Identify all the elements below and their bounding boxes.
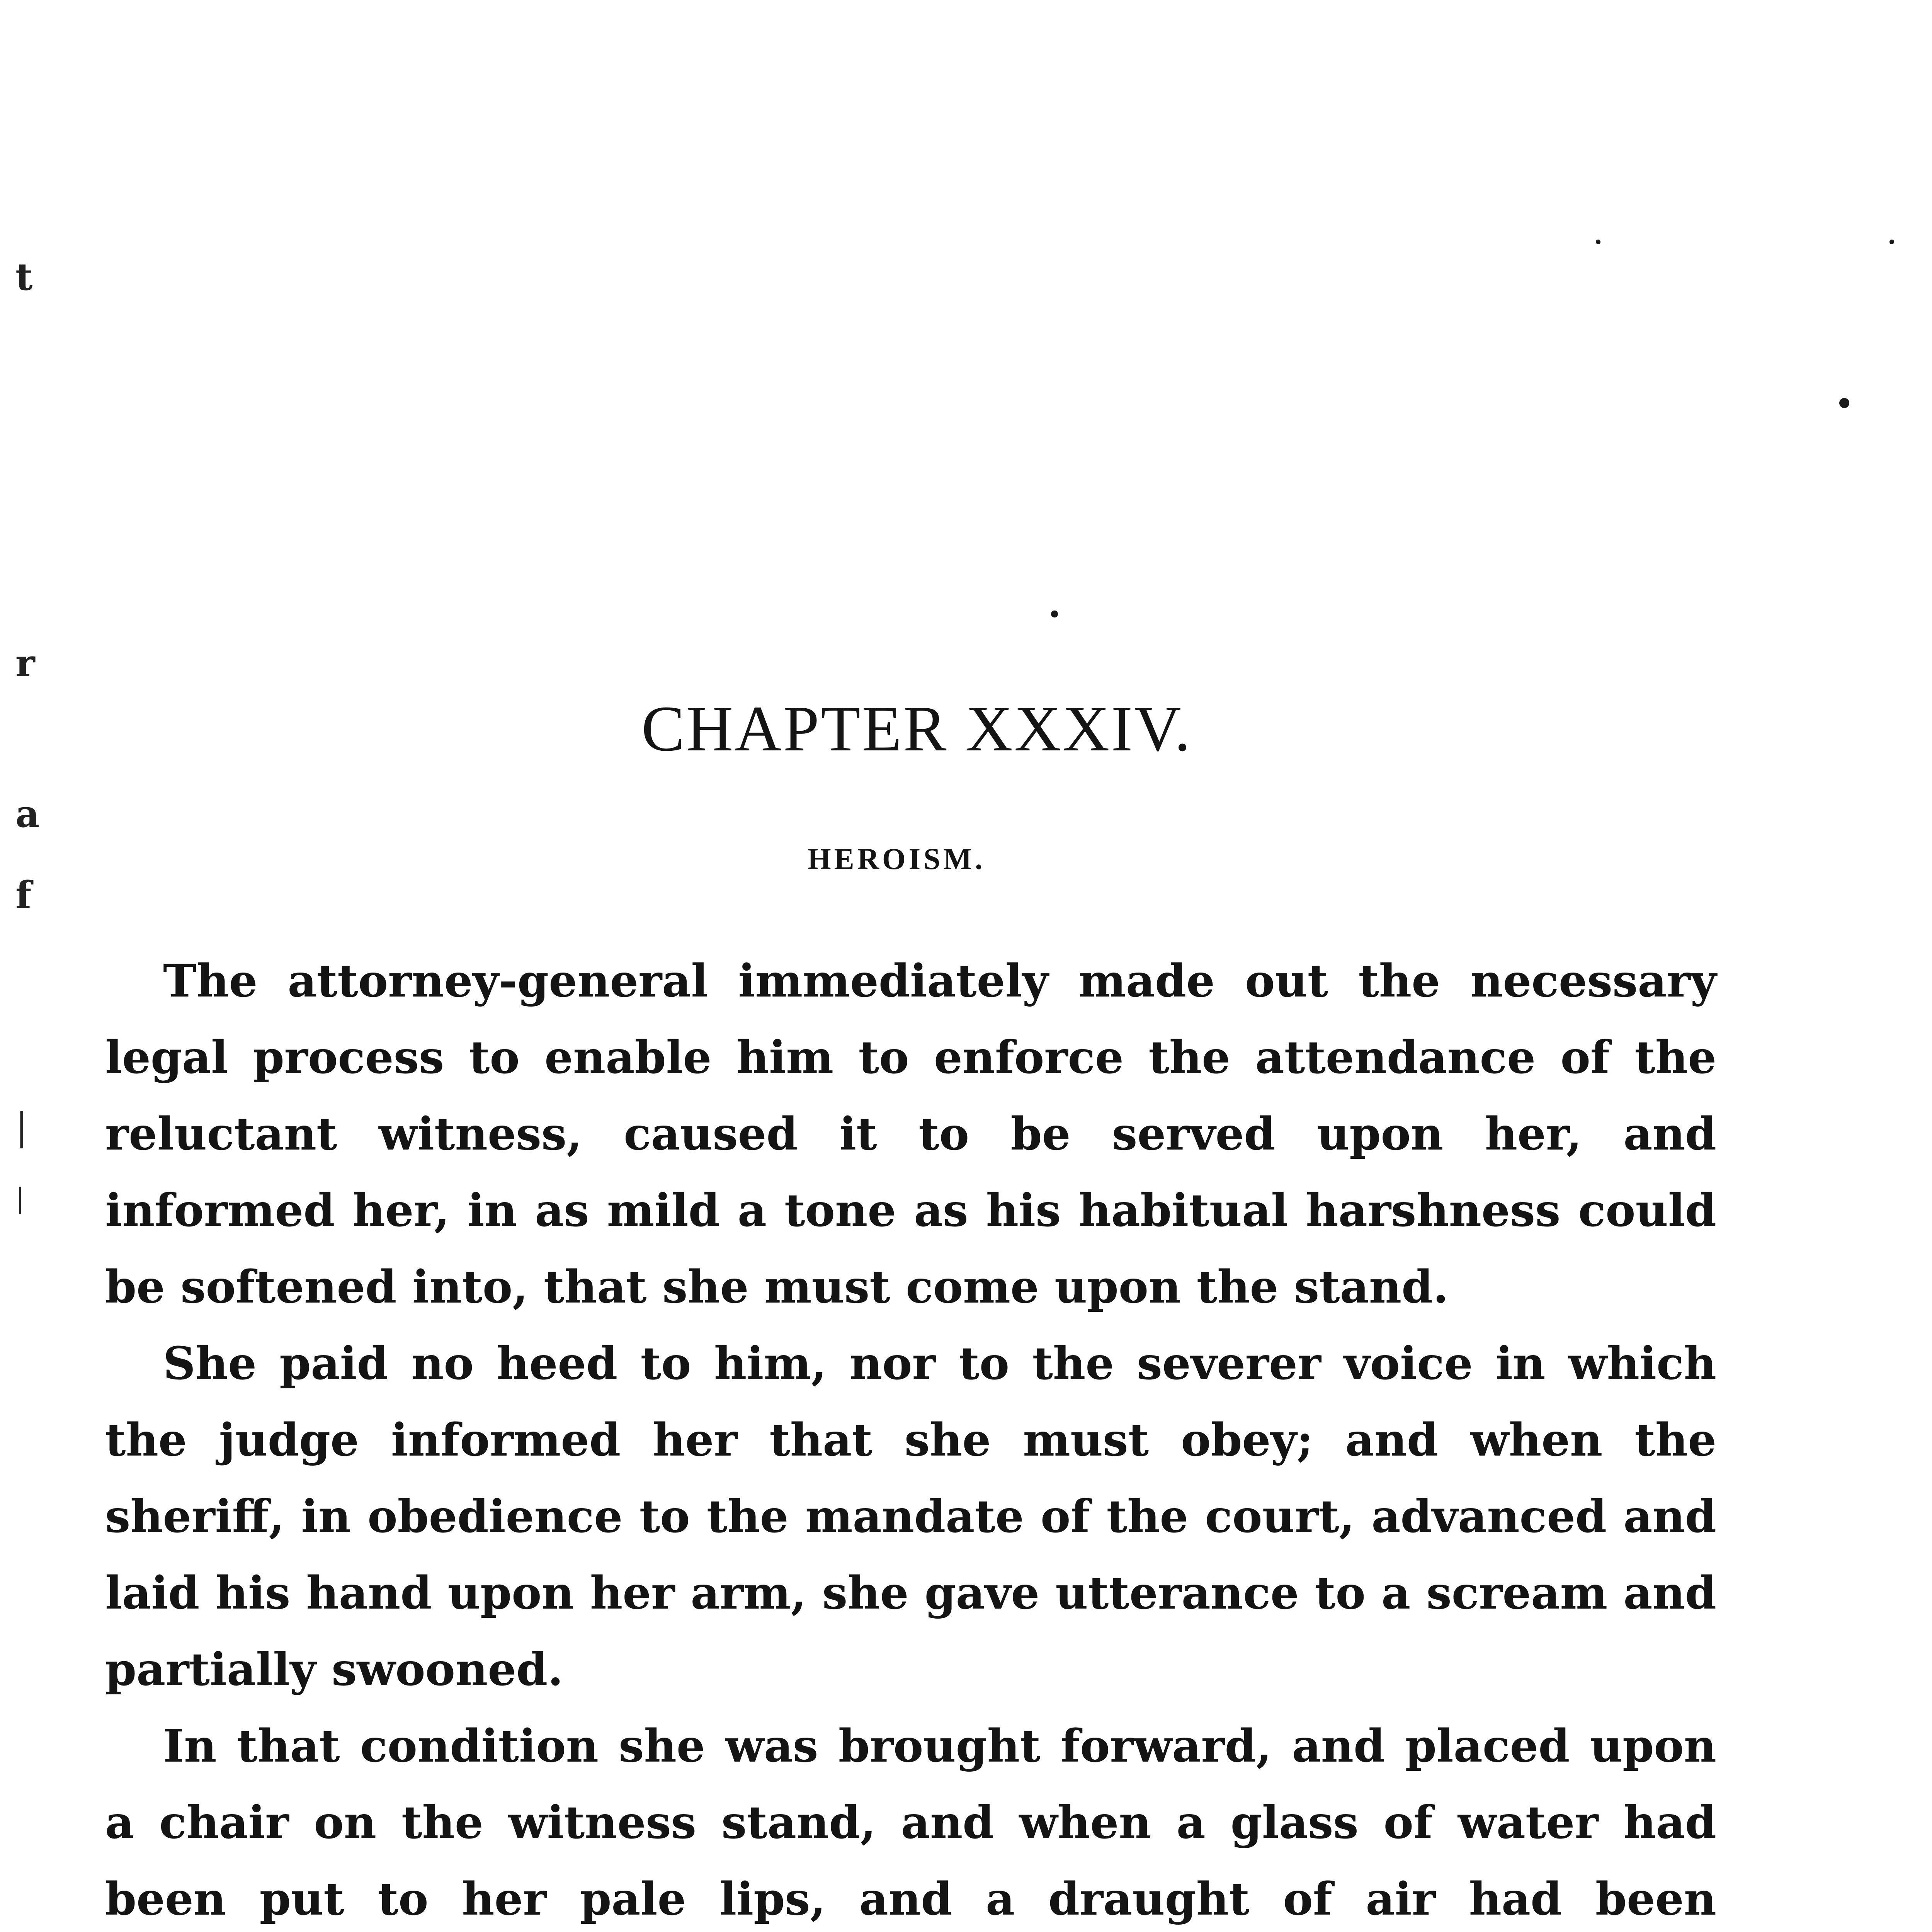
scan-speck bbox=[1596, 240, 1600, 244]
margin-scan-mark: a bbox=[15, 792, 40, 836]
margin-scan-mark: f bbox=[15, 873, 32, 917]
margin-scan-mark: t bbox=[15, 255, 33, 299]
chapter-title: CHAPTER XXXIV. bbox=[641, 693, 1192, 765]
margin-scan-mark: | bbox=[15, 1182, 25, 1214]
scan-speck bbox=[1839, 398, 1849, 408]
paragraph: The attorney-general immediately made out the necessary legal process to enable him to enforce the attendance of the reluctant witness, caused it to be served upon her, and informed her, in as mild a tone as his habitual harshness could be softened into, that she must come upon the stand. bbox=[105, 955, 1716, 1313]
paragraph: In that condition she was brought forward, and placed upon a chair on the witness stand, and when a glass of water had been put to her pale lips, and a draught of air had been bbox=[105, 1720, 1716, 1925]
margin-scan-mark: | bbox=[15, 1105, 28, 1148]
margin-scan-mark: r bbox=[15, 641, 35, 685]
scan-speck bbox=[1889, 240, 1894, 244]
paragraph: She paid no heed to him, nor to the severer voice in which the judge informed her that she must obey; and when the sheriff, in obedience to the mandate of the court, advanced and laid his hand upon her arm, she gave utterance to a scream and partially swooned. bbox=[105, 1337, 1716, 1696]
chapter-body bbox=[105, 943, 1716, 1932]
chapter-subtitle: HEROISM. bbox=[808, 842, 986, 876]
scan-speck bbox=[1051, 611, 1058, 617]
